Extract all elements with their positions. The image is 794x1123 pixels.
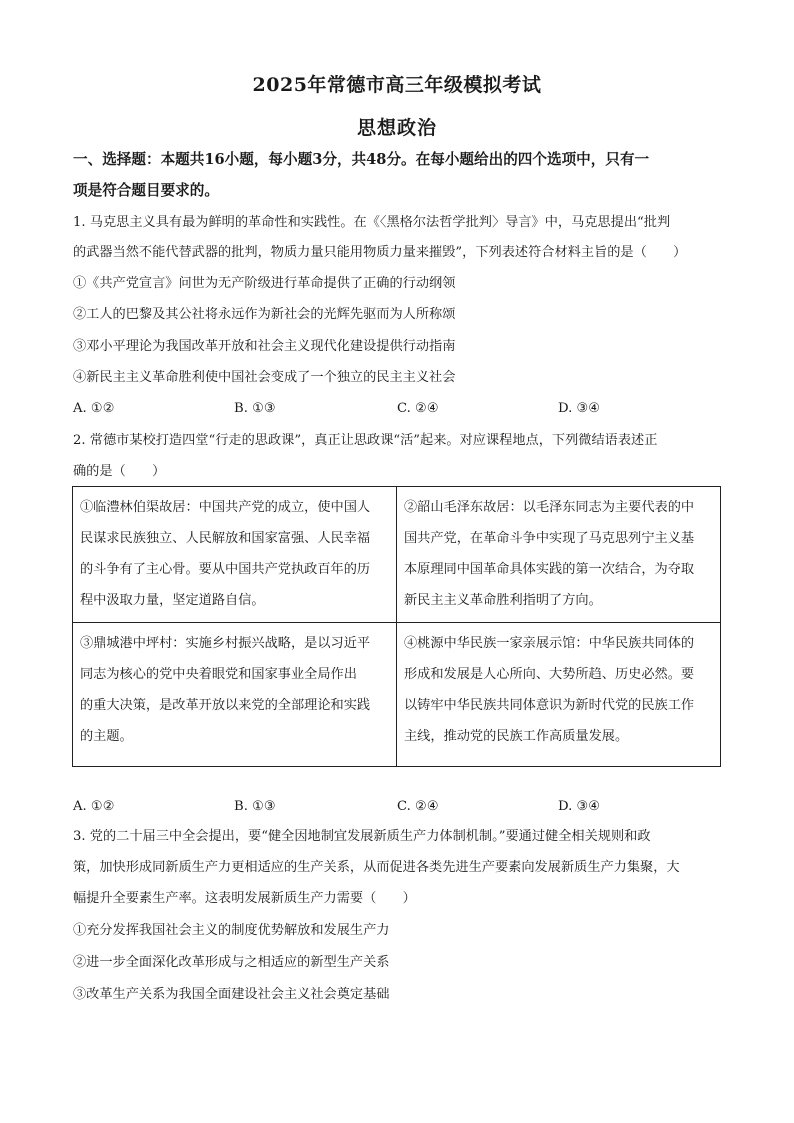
cell-line: ②韶山毛泽东故居：以毛泽东同志为主要代表的中: [404, 500, 695, 515]
q3-stem-line3: 幅提升全要素生产率。这表明发展新质生产力需要（ ）: [73, 891, 416, 906]
cell-line: ③鼎城港中坪村：实施乡村振兴战略，是以习近平: [80, 636, 371, 651]
q2-course-table: [72, 486, 721, 767]
q2-option-d: D. ③④: [558, 799, 601, 814]
cell-line: 的重大决策，是改革开放以来党的全部理论和实践: [80, 698, 371, 713]
q1-item-3: ③邓小平理论为我国改革开放和社会主义现代化建设提供行动指南: [73, 339, 456, 354]
cell-line: 国共产党，在革命斗争中实现了马克思列宁主义基: [404, 531, 695, 546]
q1-stem-line2: 的武器当然不能代替武器的批判，物质力量只能用物质力量来摧毁”，下列表述符合材料主旨的是（ ）: [73, 245, 687, 260]
q2-cell-shaoshan: [397, 487, 721, 623]
q2-cell-taoyuan: [397, 623, 721, 767]
cell-line: 的斗争有了主心骨。要从中国共产党执政百年的历: [80, 562, 371, 577]
cell-line: 形成和发展是人心所向、大势所趋、历史必然。要: [404, 667, 695, 682]
q1-item-4: ④新民主主义革命胜利使中国社会变成了一个独立的民主主义社会: [73, 370, 456, 385]
q1-option-b: B. ①③: [234, 401, 276, 416]
cell-line: 新民主主义革命胜利指明了方向。: [404, 593, 602, 608]
q2-option-c: C. ②④: [397, 799, 439, 814]
section-heading-line2: 项是符合题目要求的。: [73, 182, 219, 199]
cell-line: 程中汲取力量，坚定道路自信。: [80, 593, 265, 608]
cell-line: 以铸牢中华民族共同体意识为新时代党的民族工作: [404, 698, 695, 713]
q1-option-c: C. ②④: [397, 401, 439, 416]
cell-line: 主线，推动党的民族工作高质量发展。: [404, 729, 629, 744]
q3-stem-line2: 策，加快形成同新质生产力更相适应的生产关系，从而促进各类先进生产要素向发展新质生产力集聚，大: [73, 860, 680, 875]
q1-stem-line1: 1. 马克思主义具有最为鲜明的革命性和实践性。在《〈黑格尔法哲学批判〉导言》中，马克思提出“批判: [73, 215, 671, 230]
cell-line: 的主题。: [80, 729, 133, 744]
q2-cell-dingcheng: [73, 623, 397, 767]
q1-item-2: ②工人的巴黎及其公社将永远作为新社会的光辉先驱而为人所称颂: [73, 307, 456, 322]
q2-option-a: A. ①②: [73, 799, 115, 814]
q2-stem-line2: 确的是（ ）: [73, 464, 166, 479]
q3-stem-line1: 3. 党的二十届三中全会提出，要“健全因地制宜发展新质生产力体制机制。”要通过健全相关规则和政: [73, 829, 651, 844]
q2-cell-linli: [73, 487, 397, 623]
cell-line: 民谋求民族独立、人民解放和国家富强、人民幸福: [80, 531, 371, 546]
q2-stem-line1: 2. 常德市某校打造四堂“行走的思政课”，真正让思政课“活”起来。对应课程地点，下列微结语表述正: [73, 433, 658, 448]
q2-option-b: B. ①③: [234, 799, 276, 814]
cell-line: ①临澧林伯渠故居：中国共产党的成立，使中国人: [80, 500, 371, 515]
exam-title: 2025年常德市高三年级模拟考试: [252, 74, 542, 96]
q1-option-a: A. ①②: [73, 401, 115, 416]
subject-title: 思想政治: [356, 117, 437, 139]
q3-item-1: ①充分发挥我国社会主义的制度优势解放和发展生产力: [73, 923, 390, 938]
section-heading-line1: 一、选择题：本题共16小题，每小题3分，共48分。在每小题给出的四个选项中，只有一: [73, 151, 650, 168]
q1-item-1: ①《共产党宣言》问世为无产阶级进行革命提供了正确的行动纲领: [73, 276, 456, 291]
cell-line: ④桃源中华民族一家亲展示馆：中华民族共同体的: [404, 636, 695, 651]
cell-line: 本原理同中国革命具体实践的第一次结合，为夺取: [404, 562, 695, 577]
q3-item-3: ③改革生产关系为我国全面建设社会主义社会奠定基础: [73, 987, 390, 1002]
q1-option-d: D. ③④: [558, 401, 601, 416]
cell-line: 同志为核心的党中央着眼党和国家事业全局作出: [80, 667, 357, 682]
q3-item-2: ②进一步全面深化改革形成与之相适应的新型生产关系: [73, 955, 390, 970]
